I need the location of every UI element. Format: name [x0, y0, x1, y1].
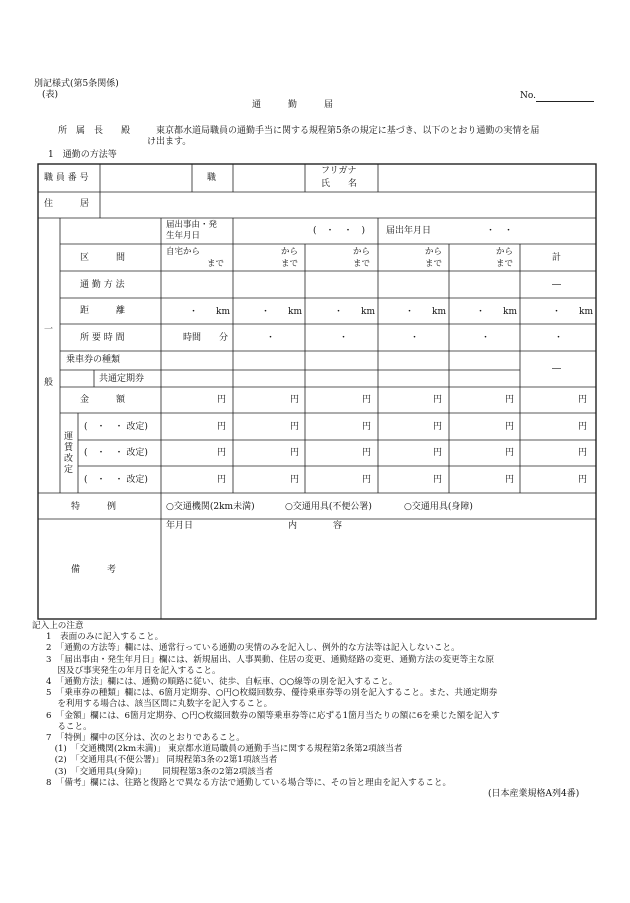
time-dot-4: ・ — [410, 333, 420, 343]
rev2-yen-5[interactable]: 円 — [505, 448, 515, 458]
fare-revision-label: 運賃改定 — [64, 432, 74, 475]
to-label-5: まで — [496, 259, 514, 269]
common-pass-label: 共通定期券 — [99, 374, 145, 384]
from-label-5: から — [496, 247, 514, 257]
special-option-3[interactable]: ○交通用具(身障) — [404, 502, 473, 512]
note-line: (1) 「交通機関(2km未満)」 東京都水道局職員の通勤手当に関する規程第2条第2項該当者 — [46, 744, 403, 755]
note-line: (2) 「交通用具(不便公署)」 同規程第3条の2第1項該当者 — [46, 755, 278, 766]
from-label-4: から — [425, 247, 443, 257]
rev2-yen-2[interactable]: 円 — [290, 448, 300, 458]
amount-yen-3[interactable]: 円 — [362, 395, 372, 405]
total-label: 計 — [552, 253, 562, 263]
note-line: 5 「乗車券の種類」欄には、6箇月定期券、○円○枚綴回数券、優待乗車券等の別を記入すること。また、共通定期券 — [46, 688, 498, 699]
from-label-2: から — [281, 247, 299, 257]
section-label: 区 間 — [80, 253, 126, 263]
form-style-label: 別記様式(第5条関係) — [34, 79, 119, 89]
to-label-3: まで — [353, 259, 371, 269]
ticket-type-label: 乗車券の種類 — [66, 355, 121, 365]
distance-label: 距 離 — [80, 306, 126, 316]
rev1-yen-1[interactable]: 円 — [217, 422, 227, 432]
method-total-dash: ― — [552, 280, 561, 290]
rev3-yen-5[interactable]: 円 — [505, 475, 515, 485]
notes-section — [32, 621, 592, 789]
special-option-1[interactable]: ○交通機関(2km未満) — [166, 502, 255, 512]
remarks-field[interactable] — [162, 533, 594, 617]
time-dot-5: ・ — [481, 333, 491, 343]
distance-km-1[interactable]: ・ km — [189, 307, 230, 317]
time-label: 所 要 時 間 — [80, 333, 125, 343]
rev1-yen-3[interactable]: 円 — [362, 422, 372, 432]
reason-label-1: 届出事由・発 — [166, 220, 218, 230]
to-label-1: まで — [207, 259, 225, 269]
method-label: 通 勤 方 法 — [80, 280, 125, 290]
amount-yen-2[interactable]: 円 — [290, 395, 300, 405]
intro-text-2: け出ます。 — [147, 137, 192, 147]
amount-yen-4[interactable]: 円 — [433, 395, 443, 405]
note-line: 4 「通勤方法」欄には、通勤の順路に従い、徒歩、自転車、○○線等の別を記入すること。 — [46, 677, 398, 688]
ticket-total-dash: ― — [552, 364, 561, 374]
rev3-yen-total[interactable]: 円 — [578, 475, 588, 485]
special-option-2[interactable]: ○交通用具(不便公署) — [285, 502, 372, 512]
notes-title: 記入上の注意 — [32, 621, 84, 631]
special-label: 特 例 — [71, 502, 117, 512]
rev3-yen-4[interactable]: 円 — [433, 475, 443, 485]
note-line: 7 「特例」欄中の区分は、次のとおりであること。 — [46, 733, 245, 744]
form-side-label: (表) — [42, 90, 59, 100]
time-dot-total: ・ — [554, 333, 564, 343]
address-field[interactable] — [101, 193, 595, 217]
distance-km-2[interactable]: ・ km — [261, 307, 302, 317]
post-label: 職 — [207, 173, 217, 183]
note-line: 6 「金額」欄には、6箇月定期券、○円○枚綴回数券の額等乗車券等に応ずる1箇月当たりの額に6を乗じた額を記入す — [46, 710, 500, 721]
to-label-2: まで — [281, 259, 299, 269]
page-title: 通 勤 届 — [252, 100, 334, 110]
note-line: 2 「通勤の方法等」欄には、通常行っている通勤の実情のみを記入し、例外的な方法等は記入しないこと。 — [46, 643, 460, 654]
general-label-bottom: 般 — [44, 378, 54, 388]
remarks-label: 備 考 — [71, 565, 117, 575]
note-line: 8 「備考」欄には、往路と復路とで異なる方法で通勤している場合等に、その旨と理由を記入すること。 — [46, 777, 452, 788]
distance-km-total[interactable]: ・ km — [552, 307, 593, 317]
reason-label-2: 生年月日 — [166, 231, 201, 241]
rev1-yen-2[interactable]: 円 — [290, 422, 300, 432]
time-dot-2: ・ — [266, 333, 276, 343]
remarks-content-header: 内 容 — [288, 521, 343, 531]
note-line: 1 表面のみに記入すること。 — [46, 632, 164, 643]
rev1-yen-5[interactable]: 円 — [505, 422, 515, 432]
rev2-yen-4[interactable]: 円 — [433, 448, 443, 458]
name-label: 氏 名 — [321, 179, 358, 189]
rev1-yen-total[interactable]: 円 — [578, 422, 588, 432]
addressee: 所 属 長 殿 — [58, 126, 131, 136]
revision-label-1[interactable]: ( ・ ・ 改定) — [84, 422, 148, 432]
reason-date-field[interactable]: ( ・ ・ ) — [313, 226, 366, 236]
time-value[interactable]: 時間 分 — [183, 333, 229, 343]
filed-date-field[interactable]: ・ ・ — [486, 226, 514, 236]
note-line: 3 「届出事由・発生年月日」欄には、新規届出、人事異動、住居の変更、通勤経路の変更、通勤方法の変更等主な原 — [46, 654, 495, 665]
note-line: (3) 「交通用具(身障)」 同規程第3条の2第2項該当者 — [46, 766, 274, 777]
amount-yen-1[interactable]: 円 — [217, 395, 227, 405]
amount-yen-5[interactable]: 円 — [505, 395, 515, 405]
furigana-label: フリガナ — [321, 166, 357, 176]
rev2-yen-total[interactable]: 円 — [578, 448, 588, 458]
distance-km-3[interactable]: ・ km — [334, 307, 375, 317]
distance-km-5[interactable]: ・ km — [476, 307, 517, 317]
name-field[interactable] — [379, 165, 595, 191]
rev1-yen-4[interactable]: 円 — [433, 422, 443, 432]
note-line: を利用する場合は、該当区間に丸数字を記入すること。 — [46, 699, 273, 710]
address-label: 住 居 — [44, 199, 90, 209]
filed-date-label: 届出年月日 — [386, 226, 432, 236]
to-label-4: まで — [425, 259, 443, 269]
amount-yen-total[interactable]: 円 — [578, 395, 588, 405]
note-line: 因及び事実発生の年月日を記入すること。 — [46, 665, 221, 676]
revision-label-2[interactable]: ( ・ ・ 改定) — [84, 448, 148, 458]
rev3-yen-3[interactable]: 円 — [362, 475, 372, 485]
rev3-yen-2[interactable]: 円 — [290, 475, 300, 485]
post-field[interactable] — [234, 165, 304, 191]
distance-km-4[interactable]: ・ km — [405, 307, 446, 317]
amount-label: 金 額 — [80, 395, 126, 405]
from-label-3: から — [353, 247, 371, 257]
staff-number-label: 職 員 番 号 — [44, 173, 89, 183]
note-line: ること。 — [46, 721, 92, 732]
revision-label-3[interactable]: ( ・ ・ 改定) — [84, 475, 148, 485]
paper-size-note: (日本産業規格A列4番) — [488, 789, 580, 799]
remarks-date-header: 年月日 — [166, 521, 194, 531]
rev2-yen-1[interactable]: 円 — [217, 448, 227, 458]
home-from-label: 自宅から — [166, 247, 201, 257]
intro-text-1: 東京都水道局職員の通勤手当に関する規程第5条の規定に基づき、以下のとおり通勤の実情を届 — [156, 126, 540, 136]
rev2-yen-3[interactable]: 円 — [362, 448, 372, 458]
rev3-yen-1[interactable]: 円 — [217, 475, 227, 485]
time-dot-3: ・ — [339, 333, 349, 343]
general-label-top: 一 — [44, 325, 54, 335]
section-heading: 1 通勤の方法等 — [48, 150, 117, 160]
staff-number-field[interactable] — [101, 165, 191, 191]
form-number-label: No. — [520, 91, 536, 101]
